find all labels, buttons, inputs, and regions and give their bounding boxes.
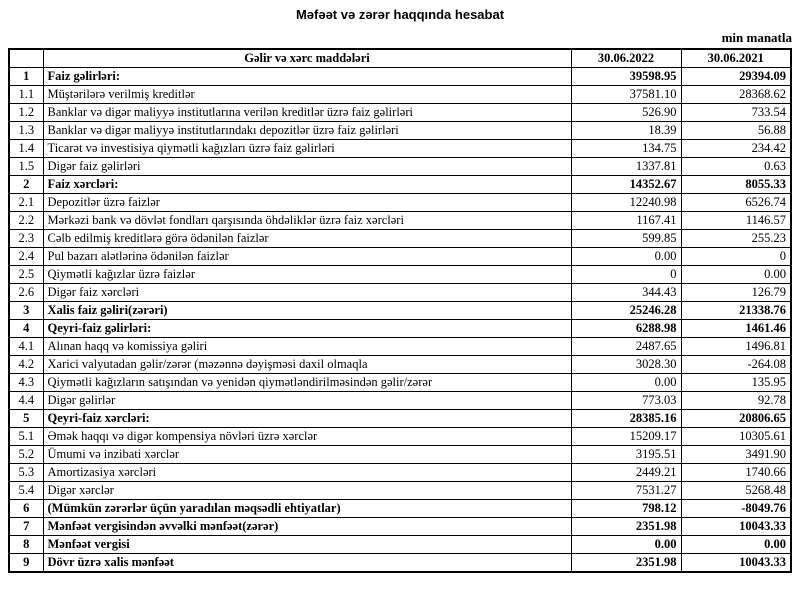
row-num: 1.4 [9,140,43,158]
row-item: Dövr üzrə xalis mənfəət [43,554,571,573]
row-value-2022: 2351.98 [571,518,681,536]
row-item: Depozitlər üzrə faizlər [43,194,571,212]
row-num: 3 [9,302,43,320]
row-value-2022: 28385.16 [571,410,681,428]
row-value-2022: 599.85 [571,230,681,248]
row-value-2021: 0.00 [681,536,791,554]
row-value-2022: 798.12 [571,500,681,518]
row-num: 4.1 [9,338,43,356]
row-item: Qiymətli kağızların satışından və yenidən qiymətləndirilməsindən gəlir/zərər [43,374,571,392]
row-value-2021: 3491.90 [681,446,791,464]
row-num: 4.4 [9,392,43,410]
row-num: 5 [9,410,43,428]
table-row [9,140,791,158]
table-row [9,230,791,248]
table-row [9,284,791,302]
row-item: Mərkəzi bank və dövlət fondları qarşısında öhdəliklər üzrə faiz xərcləri [43,212,571,230]
row-num: 2 [9,176,43,194]
row-item: Digər xərclər [43,482,571,500]
row-item: Qeyri-faiz xərcləri: [43,410,571,428]
row-value-2022: 6288.98 [571,320,681,338]
table-body [9,68,791,573]
row-item: Ümumi və inzibati xərclər [43,446,571,464]
table-row [9,428,791,446]
row-value-2021: 1146.57 [681,212,791,230]
table-row [9,554,791,573]
page-title: Məfəət və zərər haqqında hesabat [295,7,505,22]
row-num: 4 [9,320,43,338]
row-value-2022: 134.75 [571,140,681,158]
row-value-2022: 18.39 [571,122,681,140]
row-value-2021: 10043.33 [681,518,791,536]
row-value-2021: 733.54 [681,104,791,122]
table-header-row [9,49,791,68]
row-item: Digər gəlirlər [43,392,571,410]
row-item: Qeyri-faiz gəlirləri: [43,320,571,338]
row-value-2021: 0.00 [681,266,791,284]
table-row [9,86,791,104]
table-row [9,500,791,518]
row-item: Mənfəət vergisindən əvvəlki mənfəət(zərər) [43,518,571,536]
row-num: 2.4 [9,248,43,266]
row-num: 2.1 [9,194,43,212]
row-num: 5.4 [9,482,43,500]
table-row [9,338,791,356]
row-value-2021: -8049.76 [681,500,791,518]
table-row [9,176,791,194]
table-row [9,266,791,284]
table-row [9,392,791,410]
row-value-2022: 0.00 [571,536,681,554]
row-item: Amortizasiya xərcləri [43,464,571,482]
table-row [9,122,791,140]
row-item: (Mümkün zərərlər üçün yaradılan məqsədli ehtiyatlar) [43,500,571,518]
row-value-2022: 14352.67 [571,176,681,194]
row-item: Müştərilərə verilmiş kreditlər [43,86,571,104]
table-row [9,518,791,536]
row-num: 9 [9,554,43,573]
row-value-2021: 56.88 [681,122,791,140]
row-num: 2.3 [9,230,43,248]
row-value-2022: 3195.51 [571,446,681,464]
row-value-2021: 0 [681,248,791,266]
row-value-2021: 234.42 [681,140,791,158]
row-num: 6 [9,500,43,518]
table-row [9,464,791,482]
header-item-column: Gəlir və xərc maddələri [43,49,571,68]
row-value-2021: 10305.61 [681,428,791,446]
row-num: 8 [9,536,43,554]
row-num: 2.2 [9,212,43,230]
table-row [9,248,791,266]
row-value-2022: 25246.28 [571,302,681,320]
table-row [9,212,791,230]
table-row [9,158,791,176]
row-value-2021: 28368.62 [681,86,791,104]
row-value-2022: 12240.98 [571,194,681,212]
row-item: Mənfəət vergisi [43,536,571,554]
row-value-2021: 1740.66 [681,464,791,482]
row-value-2022: 1167.41 [571,212,681,230]
row-num: 7 [9,518,43,536]
row-num: 5.1 [9,428,43,446]
row-item: Faiz xərcləri: [43,176,571,194]
header-period-2021: 30.06.2021 [681,49,791,68]
row-num: 1.2 [9,104,43,122]
row-item: Digər faiz xərcləri [43,284,571,302]
table-row [9,356,791,374]
row-value-2022: 7531.27 [571,482,681,500]
row-value-2021: 10043.33 [681,554,791,573]
row-value-2021: 20806.65 [681,410,791,428]
row-value-2021: 1461.46 [681,320,791,338]
row-item: Cəlb edilmiş kreditlərə görə ödənilən faizlər [43,230,571,248]
row-value-2021: 29394.09 [681,68,791,86]
header-num [9,49,43,68]
row-num: 1 [9,68,43,86]
income-statement-table [8,48,792,573]
row-value-2022: 3028.30 [571,356,681,374]
row-item: Əmək haqqı və digər kompensiya növləri üzrə xərclər [43,428,571,446]
row-num: 5.2 [9,446,43,464]
row-value-2021: 1496.81 [681,338,791,356]
row-item: Faiz gəlirləri: [43,68,571,86]
row-value-2022: 773.03 [571,392,681,410]
row-value-2022: 0.00 [571,374,681,392]
row-value-2021: 6526.74 [681,194,791,212]
row-value-2021: 21338.76 [681,302,791,320]
row-value-2021: 92.78 [681,392,791,410]
row-item: Banklar və digər maliyyə institutlarındakı depozitlər üzrə faiz gəlirləri [43,122,571,140]
row-num: 1.1 [9,86,43,104]
table-row [9,536,791,554]
row-value-2022: 344.43 [571,284,681,302]
header-period-2022: 30.06.2022 [571,49,681,68]
table-row [9,302,791,320]
row-value-2022: 526.90 [571,104,681,122]
row-num: 2.6 [9,284,43,302]
row-value-2022: 2487.65 [571,338,681,356]
row-value-2022: 1337.81 [571,158,681,176]
row-item: Alınan haqq və komissiya gəliri [43,338,571,356]
row-num: 5.3 [9,464,43,482]
row-item: Ticarət və investisiya qiymətli kağızları üzrə faiz gəlirləri [43,140,571,158]
row-num: 4.3 [9,374,43,392]
row-value-2022: 15209.17 [571,428,681,446]
row-num: 2.5 [9,266,43,284]
row-value-2022: 2351.98 [571,554,681,573]
row-value-2022: 2449.21 [571,464,681,482]
table-row [9,194,791,212]
row-value-2021: 0.63 [681,158,791,176]
table-row [9,104,791,122]
unit-note: min manatla [721,30,792,45]
row-value-2022: 0 [571,266,681,284]
row-value-2022: 37581.10 [571,86,681,104]
row-num: 1.5 [9,158,43,176]
row-num: 1.3 [9,122,43,140]
row-value-2021: 126.79 [681,284,791,302]
row-item: Banklar və digər maliyyə institutlarına verilən kreditlər üzrə faiz gəlirləri [43,104,571,122]
table-row [9,374,791,392]
row-value-2021: 135.95 [681,374,791,392]
table-row [9,410,791,428]
row-value-2021: -264.08 [681,356,791,374]
table-row [9,68,791,86]
row-item: Pul bazarı alətlərinə ödənilən faizlər [43,248,571,266]
row-item: Xalis faiz gəliri(zərəri) [43,302,571,320]
row-value-2021: 5268.48 [681,482,791,500]
row-item: Digər faiz gəlirləri [43,158,571,176]
row-value-2021: 255.23 [681,230,791,248]
row-value-2022: 0.00 [571,248,681,266]
row-num: 4.2 [9,356,43,374]
table-row [9,482,791,500]
table-row [9,446,791,464]
row-value-2022: 39598.95 [571,68,681,86]
row-value-2021: 8055.33 [681,176,791,194]
table-row [9,320,791,338]
row-item: Qiymətli kağızlar üzrə faizlər [43,266,571,284]
row-item: Xarici valyutadan gəlir/zərər (məzənnə dəyişməsi daxil olmaqla [43,356,571,374]
